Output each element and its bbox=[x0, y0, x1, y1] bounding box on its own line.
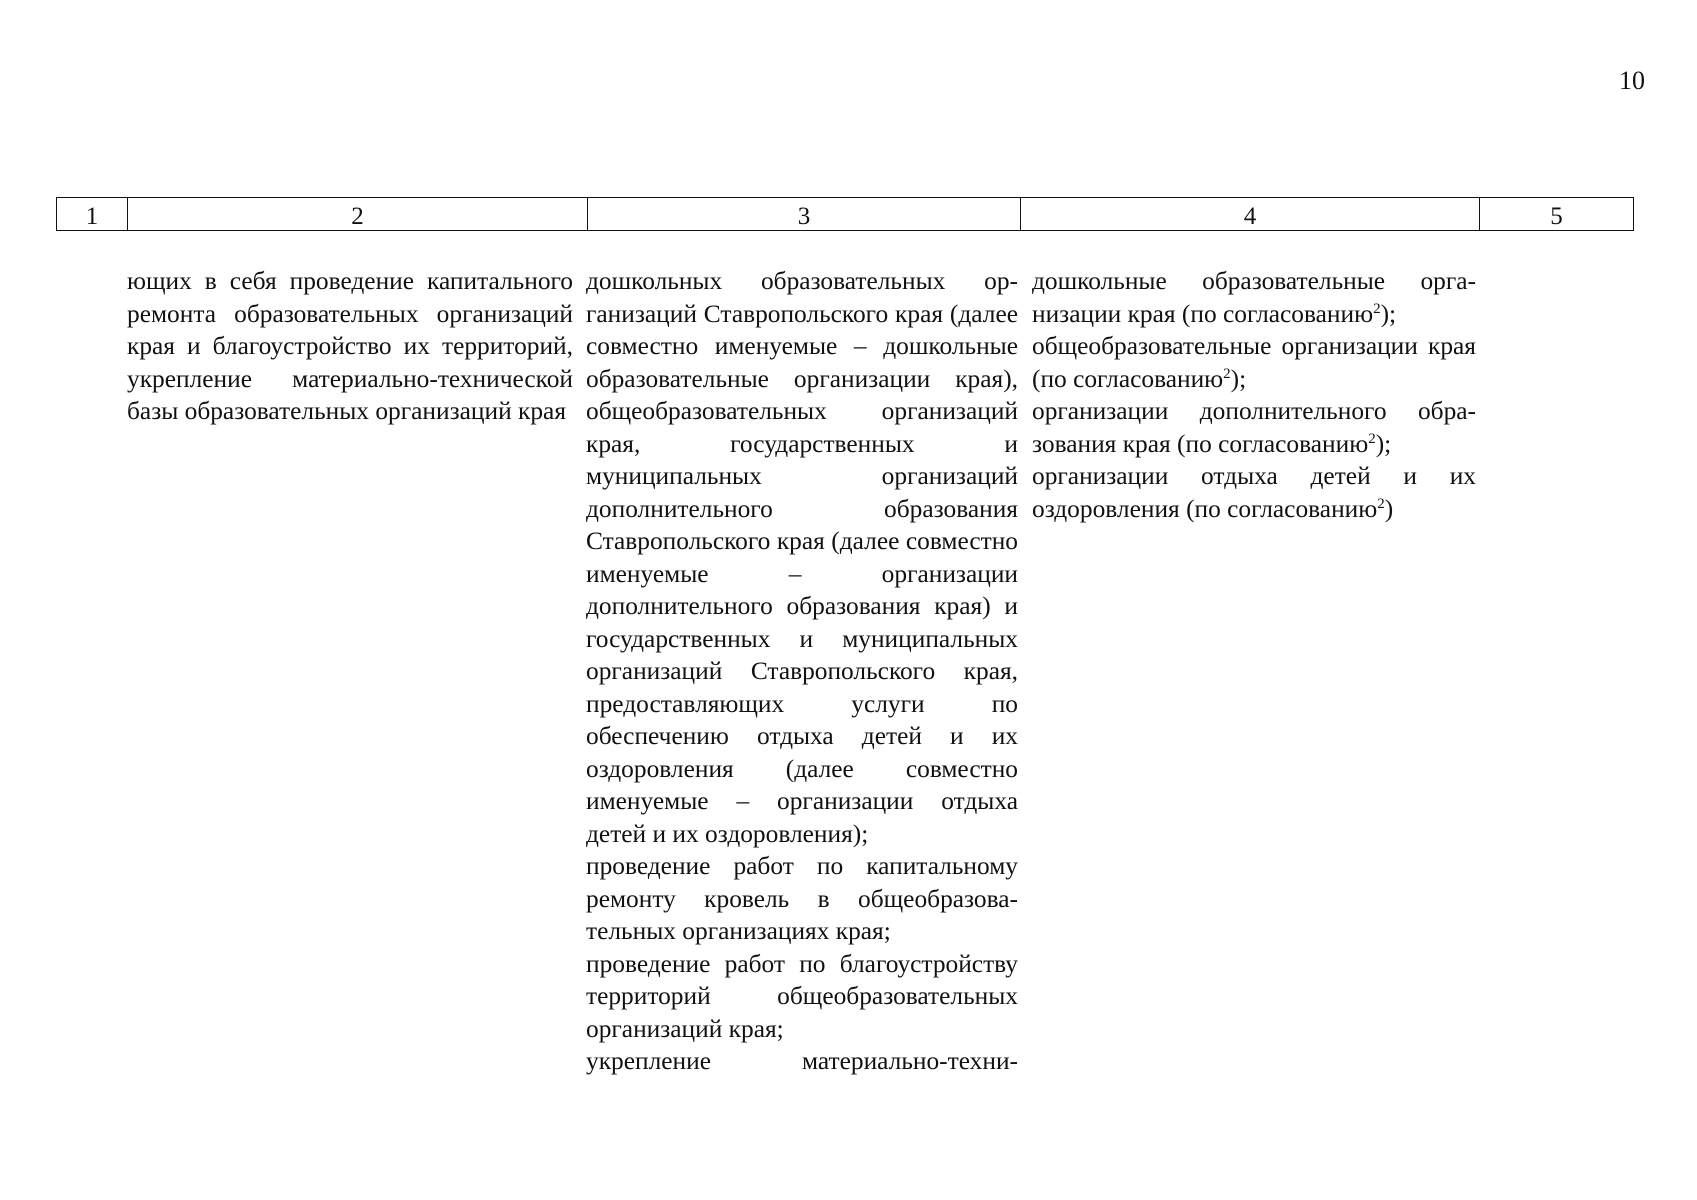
column-4-text bbox=[1032, 265, 1476, 525]
column-3-paragraph-4: укрепление материально-техни- bbox=[586, 1047, 1018, 1075]
column-4-item-2 bbox=[1032, 330, 1476, 395]
column-4-item-4 bbox=[1032, 460, 1476, 525]
column-2-paragraph: ющих в себя проведение капитального ремонта образовательных организаций края и благоустройство их территорий, укрепление материально-технической базы образовательных организаций края bbox=[127, 267, 573, 425]
header-cell-1: 1 bbox=[57, 198, 128, 231]
footnote-ref: 2 bbox=[1377, 495, 1385, 512]
header-cell-4: 4 bbox=[1021, 198, 1480, 231]
column-3-paragraph-2: проведение работ по капитальному ремонту кровель в общеобразовательных организациях края; bbox=[586, 852, 1018, 945]
header-cell-5: 5 bbox=[1480, 198, 1634, 231]
column-4-item-tail: ) bbox=[1384, 494, 1394, 523]
column-4-item-text: дошкольные образовательные организации края (по согласованию bbox=[1032, 267, 1476, 328]
column-4-item-tail: ); bbox=[1380, 299, 1397, 328]
column-4-item-text: организации отдыха детей и их оздоровления (по согласованию bbox=[1032, 462, 1476, 523]
footnote-ref: 2 bbox=[1368, 430, 1376, 447]
footnote-ref: 2 bbox=[1373, 300, 1381, 317]
column-3-paragraph-1: дошкольных образовательных организаций Ставропольского края (далее совместно именуемые – дошкольные образовательные организации края), общеобразовательных организаций края, государственных и муниципальных организаций дополнительного образования Ставропольского края (далее совместно именуемые – организации дополнительного образования края) и государственных и муниципальных организаций Ставропольского края, предоставляющих услуги по обеспечению отдыха детей и их оздоровления (далее совместно именуемые – организации отдыха детей и их оздоровления); bbox=[586, 267, 1018, 848]
column-3-text bbox=[586, 265, 1018, 1078]
header-row bbox=[57, 198, 1634, 231]
column-4-item-tail: ); bbox=[1375, 429, 1392, 458]
column-2-text bbox=[127, 265, 573, 428]
column-4-item-text: общеобразовательные организации края (по согласованию bbox=[1032, 332, 1476, 393]
column-number-header bbox=[56, 197, 1634, 231]
header-cell-3: 3 bbox=[588, 198, 1021, 231]
column-4-item-1 bbox=[1032, 265, 1476, 330]
header-cell-2: 2 bbox=[128, 198, 588, 231]
column-3-paragraph-3: проведение работ по благоустройству территорий общеобразовательных организаций края; bbox=[586, 949, 1018, 1043]
column-4-item-tail: ); bbox=[1230, 364, 1247, 393]
column-4-item-3 bbox=[1032, 395, 1476, 460]
column-4-item-text: организации дополнительного образования края (по согласованию bbox=[1032, 397, 1476, 458]
page-number: 10 bbox=[1619, 66, 1645, 95]
footnote-ref: 2 bbox=[1223, 365, 1231, 382]
